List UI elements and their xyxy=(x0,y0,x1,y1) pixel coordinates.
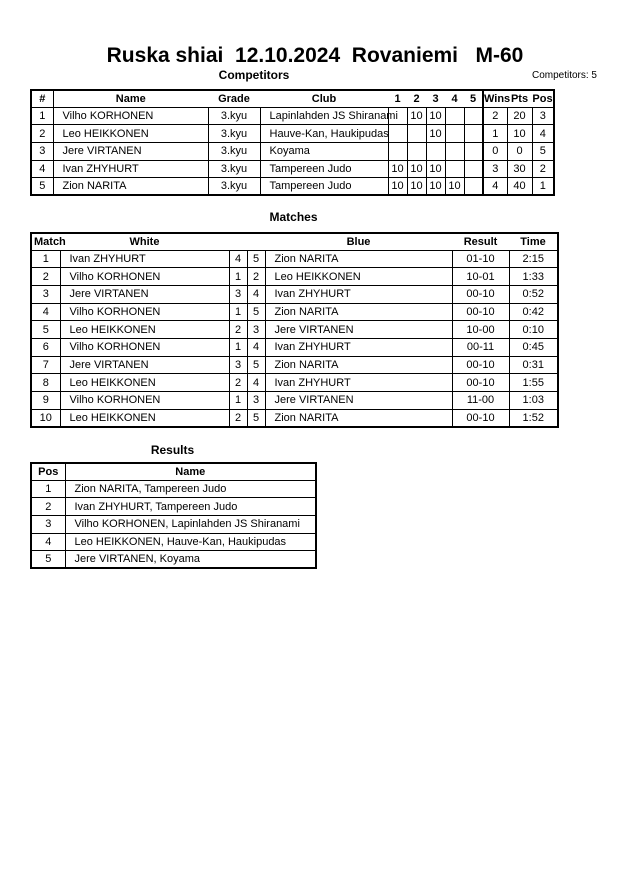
competitor-score-4 xyxy=(445,107,464,125)
competitors-col-round-3: 3 xyxy=(426,90,445,107)
matches-col-blue: Blue xyxy=(265,233,452,250)
match-result: 10-00 xyxy=(452,321,509,339)
competitor-row xyxy=(31,160,554,178)
match-white-name: Vilho KORHONEN xyxy=(60,338,229,356)
match-row xyxy=(31,392,558,410)
competitor-name: Vilho KORHONEN xyxy=(53,107,208,125)
competitor-score-5 xyxy=(464,178,483,196)
competitor-pts: 10 xyxy=(507,125,532,143)
result-position: 5 xyxy=(31,551,65,569)
competitor-grade: 3.kyu xyxy=(208,178,260,196)
match-result: 00-10 xyxy=(452,356,509,374)
competitor-number: 3 xyxy=(31,142,53,160)
competitor-club: Koyama xyxy=(260,142,388,160)
competitors-col-num: # xyxy=(31,90,53,107)
competitor-score-3: 10 xyxy=(426,178,445,196)
competitor-score-4 xyxy=(445,160,464,178)
competitor-pts: 0 xyxy=(507,142,532,160)
match-white-competitor-number: 1 xyxy=(229,338,247,356)
result-name: Zion NARITA, Tampereen Judo xyxy=(65,480,316,498)
match-number: 2 xyxy=(31,268,60,286)
competitors-col-round-1: 1 xyxy=(388,90,407,107)
competitor-score-2 xyxy=(407,125,426,143)
match-result: 00-10 xyxy=(452,285,509,303)
competitor-wins: 2 xyxy=(483,107,507,125)
competitor-grade: 3.kyu xyxy=(208,160,260,178)
competitor-score-1: 10 xyxy=(388,178,407,196)
matches-col-result: Result xyxy=(452,233,509,250)
match-white-name: Vilho KORHONEN xyxy=(60,392,229,410)
competitors-col-name: Name xyxy=(53,90,208,107)
matches-section-title: Matches xyxy=(269,210,318,224)
match-blue-name: Jere VIRTANEN xyxy=(265,321,452,339)
match-row xyxy=(31,409,558,427)
competitor-pts: 20 xyxy=(507,107,532,125)
match-blue-competitor-number: 5 xyxy=(247,356,265,374)
match-row xyxy=(31,250,558,268)
match-white-competitor-number: 2 xyxy=(229,374,247,392)
results-col-pos: Pos xyxy=(31,463,65,480)
match-blue-competitor-number: 5 xyxy=(247,250,265,268)
competitors-table xyxy=(30,89,555,196)
competitors-col-club: Club xyxy=(260,90,388,107)
competitors-col-pos: Pos xyxy=(532,90,554,107)
competitors-col-round-5: 5 xyxy=(464,90,483,107)
matches-col-blue-num xyxy=(247,233,265,250)
match-row xyxy=(31,268,558,286)
competitor-row xyxy=(31,107,554,125)
match-white-name: Leo HEIKKONEN xyxy=(60,321,229,339)
competitors-count: Competitors: 5 xyxy=(531,70,597,81)
match-time: 0:42 xyxy=(509,303,558,321)
matches-col-time: Time xyxy=(509,233,558,250)
match-blue-name: Ivan ZHYHURT xyxy=(265,374,452,392)
match-white-competitor-number: 3 xyxy=(229,285,247,303)
competitor-pts: 40 xyxy=(507,178,532,196)
competitor-score-1 xyxy=(388,125,407,143)
match-white-name: Vilho KORHONEN xyxy=(60,303,229,321)
competitor-wins: 4 xyxy=(483,178,507,196)
match-time: 0:31 xyxy=(509,356,558,374)
competitor-row xyxy=(31,178,554,196)
match-row xyxy=(31,338,558,356)
competitor-name: Ivan ZHYHURT xyxy=(53,160,208,178)
competitor-pos: 3 xyxy=(532,107,554,125)
competitor-score-3: 10 xyxy=(426,125,445,143)
result-row xyxy=(31,533,316,551)
match-white-name: Vilho KORHONEN xyxy=(60,268,229,286)
result-name: Ivan ZHYHURT, Tampereen Judo xyxy=(65,498,316,516)
competitor-score-1: 10 xyxy=(388,160,407,178)
match-number: 3 xyxy=(31,285,60,303)
matches-col-match: Match xyxy=(31,233,60,250)
match-blue-competitor-number: 4 xyxy=(247,338,265,356)
competitor-club: Hauve-Kan, Haukipudas xyxy=(260,125,388,143)
competitor-score-1 xyxy=(388,142,407,160)
competitor-club: Tampereen Judo xyxy=(260,160,388,178)
competitor-score-4: 10 xyxy=(445,178,464,196)
competitor-wins: 0 xyxy=(483,142,507,160)
matches-col-white: White xyxy=(60,233,229,250)
match-blue-competitor-number: 5 xyxy=(247,303,265,321)
competitor-wins: 3 xyxy=(483,160,507,178)
competitors-section-title: Competitors xyxy=(218,68,290,82)
match-blue-competitor-number: 4 xyxy=(247,285,265,303)
competitor-score-4 xyxy=(445,125,464,143)
match-time: 0:52 xyxy=(509,285,558,303)
competitor-name: Leo HEIKKONEN xyxy=(53,125,208,143)
result-name: Vilho KORHONEN, Lapinlahden JS Shiranami xyxy=(65,515,316,533)
match-blue-competitor-number: 5 xyxy=(247,409,265,427)
competitors-col-grade: Grade xyxy=(208,90,260,107)
matches-header-row xyxy=(31,233,558,250)
competitor-score-3: 10 xyxy=(426,160,445,178)
competitor-row xyxy=(31,142,554,160)
competitor-score-4 xyxy=(445,142,464,160)
competitor-pos: 4 xyxy=(532,125,554,143)
competitors-col-pts: Pts xyxy=(507,90,532,107)
match-white-competitor-number: 1 xyxy=(229,303,247,321)
competitor-number: 1 xyxy=(31,107,53,125)
match-row xyxy=(31,374,558,392)
result-row xyxy=(31,515,316,533)
match-time: 0:10 xyxy=(509,321,558,339)
competitors-col-wins: Wins xyxy=(483,90,507,107)
competitor-score-2: 10 xyxy=(407,107,426,125)
competitor-number: 4 xyxy=(31,160,53,178)
competitor-score-5 xyxy=(464,107,483,125)
match-white-name: Ivan ZHYHURT xyxy=(60,250,229,268)
result-row xyxy=(31,480,316,498)
match-blue-competitor-number: 2 xyxy=(247,268,265,286)
match-blue-name: Ivan ZHYHURT xyxy=(265,338,452,356)
match-row xyxy=(31,303,558,321)
competitor-score-3 xyxy=(426,142,445,160)
results-header-row xyxy=(31,463,316,480)
match-white-competitor-number: 1 xyxy=(229,268,247,286)
match-time: 1:33 xyxy=(509,268,558,286)
result-position: 1 xyxy=(31,480,65,498)
match-time: 1:55 xyxy=(509,374,558,392)
match-white-competitor-number: 4 xyxy=(229,250,247,268)
match-white-name: Jere VIRTANEN xyxy=(60,285,229,303)
result-name: Jere VIRTANEN, Koyama xyxy=(65,551,316,569)
match-blue-competitor-number: 3 xyxy=(247,392,265,410)
page-title: Ruska shiai 12.10.2024 Rovaniemi M-60 xyxy=(106,44,524,67)
competitor-grade: 3.kyu xyxy=(208,125,260,143)
match-result: 01-10 xyxy=(452,250,509,268)
match-time: 1:03 xyxy=(509,392,558,410)
match-time: 2:15 xyxy=(509,250,558,268)
result-position: 4 xyxy=(31,533,65,551)
matches-table xyxy=(30,232,559,428)
competitor-pos: 5 xyxy=(532,142,554,160)
match-blue-name: Zion NARITA xyxy=(265,409,452,427)
match-result: 10-01 xyxy=(452,268,509,286)
competitor-row xyxy=(31,125,554,143)
competitor-club: Tampereen Judo xyxy=(260,178,388,196)
match-number: 5 xyxy=(31,321,60,339)
result-row xyxy=(31,498,316,516)
match-row xyxy=(31,356,558,374)
competitors-col-round-2: 2 xyxy=(407,90,426,107)
matches-col-white-num xyxy=(229,233,247,250)
competitor-pos: 2 xyxy=(532,160,554,178)
competitor-name: Zion NARITA xyxy=(53,178,208,196)
competitor-club: Lapinlahden JS Shiranami xyxy=(260,107,388,125)
match-time: 0:45 xyxy=(509,338,558,356)
match-white-competitor-number: 2 xyxy=(229,409,247,427)
result-position: 2 xyxy=(31,498,65,516)
competitor-score-5 xyxy=(464,142,483,160)
match-result: 00-10 xyxy=(452,409,509,427)
match-blue-name: Ivan ZHYHURT xyxy=(265,285,452,303)
match-white-competitor-number: 2 xyxy=(229,321,247,339)
competitor-score-3: 10 xyxy=(426,107,445,125)
match-row xyxy=(31,285,558,303)
match-result: 00-10 xyxy=(452,303,509,321)
result-position: 3 xyxy=(31,515,65,533)
competitor-wins: 1 xyxy=(483,125,507,143)
match-row xyxy=(31,321,558,339)
match-result: 00-11 xyxy=(452,338,509,356)
match-result: 00-10 xyxy=(452,374,509,392)
match-blue-name: Zion NARITA xyxy=(265,356,452,374)
match-blue-competitor-number: 4 xyxy=(247,374,265,392)
match-number: 10 xyxy=(31,409,60,427)
result-row xyxy=(31,551,316,569)
competitor-number: 2 xyxy=(31,125,53,143)
competitor-grade: 3.kyu xyxy=(208,142,260,160)
competitor-grade: 3.kyu xyxy=(208,107,260,125)
competitor-score-5 xyxy=(464,160,483,178)
match-blue-name: Zion NARITA xyxy=(265,250,452,268)
results-section-title: Results xyxy=(150,443,195,457)
match-white-name: Jere VIRTANEN xyxy=(60,356,229,374)
competitors-header-row xyxy=(31,90,554,107)
match-blue-name: Jere VIRTANEN xyxy=(265,392,452,410)
match-white-competitor-number: 1 xyxy=(229,392,247,410)
match-white-name: Leo HEIKKONEN xyxy=(60,409,229,427)
competitor-pos: 1 xyxy=(532,178,554,196)
competitor-score-2: 10 xyxy=(407,160,426,178)
competitor-name: Jere VIRTANEN xyxy=(53,142,208,160)
match-white-competitor-number: 3 xyxy=(229,356,247,374)
match-number: 1 xyxy=(31,250,60,268)
match-blue-name: Leo HEIKKONEN xyxy=(265,268,452,286)
match-time: 1:52 xyxy=(509,409,558,427)
match-number: 7 xyxy=(31,356,60,374)
competitor-score-5 xyxy=(464,125,483,143)
competitor-pts: 30 xyxy=(507,160,532,178)
match-number: 4 xyxy=(31,303,60,321)
results-col-name: Name xyxy=(65,463,316,480)
match-white-name: Leo HEIKKONEN xyxy=(60,374,229,392)
match-result: 11-00 xyxy=(452,392,509,410)
competitors-col-round-4: 4 xyxy=(445,90,464,107)
match-number: 8 xyxy=(31,374,60,392)
match-blue-name: Zion NARITA xyxy=(265,303,452,321)
match-blue-competitor-number: 3 xyxy=(247,321,265,339)
competitor-score-2: 10 xyxy=(407,178,426,196)
competitor-score-2 xyxy=(407,142,426,160)
result-name: Leo HEIKKONEN, Hauve-Kan, Haukipudas xyxy=(65,533,316,551)
competitor-number: 5 xyxy=(31,178,53,196)
match-number: 6 xyxy=(31,338,60,356)
results-table xyxy=(30,462,317,569)
match-number: 9 xyxy=(31,392,60,410)
